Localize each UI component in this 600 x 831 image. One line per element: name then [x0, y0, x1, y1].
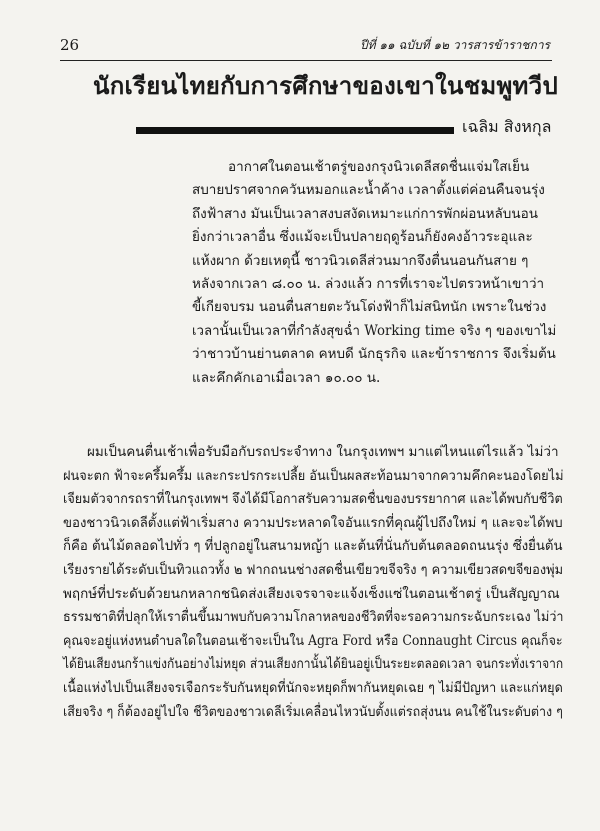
body-line: พฤกษ์ที่ประดับด้วยนกหลากชนิดส่งเสียงเจรจาจะแจ้งเซ็งแซ่ในตอนเช้าตรู่ เป็นสัญญาณ	[63, 585, 560, 602]
epigraph-line: อากาศในตอนเช้าตรู่ของกรุงนิวเดลีสดชื่นแจ่มใสเย็น	[228, 159, 530, 175]
epigraph-line: ยิ่งกว่าเวลาอื่น ซึ่งแม้จะเป็นปลายฤดูร้อนก็ยังคงอ้าวระอุและ	[192, 229, 533, 246]
page-number: 26	[60, 36, 80, 54]
body-line: ได้ยินเสียงนกร้าแข่งกันอย่างไม่หยุด ส่วนเสียงกานั้นได้ยินอยู่เป็นระยะตลอดเวลา จนกระทั่งเราจาก	[63, 656, 564, 673]
epigraph-line: แห้งผาก ด้วยเหตุนี้ ชาวนิวเดลีส่วนมากจึงตื่นนอนกันสาย ๆ	[192, 252, 529, 269]
article-title: นักเรียนไทยกับการศึกษาของเขาในชมพูทวีป	[93, 71, 558, 100]
byline-rule	[136, 127, 454, 134]
epigraph-line: ขี้เกียจบรม นอนตื่นสายตะวันโด่งฟ้าก็ไม่สนิทนัก เพราะในช่วง	[192, 299, 547, 316]
body-line: ของชาวนิวเดลีตั้งแต่ฟ้าเริ่มสาง ความประหลาดใจอันแรกที่คุณผู้ไปถึงใหม่ ๆ และจะได้พบ	[63, 514, 563, 531]
body-line: เรียงรายได้ระดับเป็นทิวแถวทั้ง ๒ ฟากถนนช่างสดชื่นเขียวขจีจริง ๆ ความเขียวสดขจีของพุ่ม	[63, 561, 564, 578]
body-line: ผมเป็นคนตื่นเช้าเพื่อรับมือกับรถประจำทาง ในกรุงเทพฯ มาแต่ไหนแต่ไรแล้ว ไม่ว่า	[87, 444, 559, 460]
epigraph-line: เวลานั้นเป็นเวลาที่กำลังสุขฉ่ำ Working time จริง ๆ ของเขาไม่	[192, 322, 557, 339]
article-body	[63, 441, 563, 724]
epigraph-line: ว่าชาวบ้านย่านตลาด คหบดี นักธุรกิจ และข้าราชการ จึงเริ่มต้น	[192, 346, 556, 363]
header-divider	[60, 60, 552, 61]
epigraph-line: หลังจากเวลา ๘.๐๐ น. ล่วงแล้ว การที่เราจะไปตรวหน้าเขาว่า	[192, 276, 545, 293]
epigraph-line: และคึกคักเอาเมื่อเวลา ๑๐.๐๐ น.	[192, 369, 381, 386]
body-line: เนื้อแห่งไปเป็นเสียงจรเจือกระรับกันหยุดที่นักจะหยุดก็พากันหยุดเฉย ๆ ไม่มีปัญหา และแก่หยุด	[63, 679, 563, 696]
author-name: เฉลิม สิงหกุล	[462, 117, 552, 136]
running-header: ปีที่ ๑๑ ฉบับที่ ๑๒ วารสารข้าราชการ	[359, 38, 550, 52]
epigraph-line: สบายปราศจากควันหมอกและน้ำค้าง เวลาตั้งแต่ค่อนคืนจนรุ่ง	[192, 182, 545, 199]
body-line: ธรรมชาติที่ปลุกให้เราตื่นขึ้นมาพบกับความโกลาหลของชีวิตที่จะรอความกระฉับกระเฉง ไม่ว่า	[63, 609, 564, 626]
body-line: ฝนจะตก ฟ้าจะครึ้มครึ้ม และกระปรกระเปลี้ย อันเป็นผลสะท้อนมาจากความคึกคะนองโดยไม่	[63, 467, 564, 484]
epigraph	[192, 156, 556, 390]
epigraph-line: ถึงฟ้าสาง มันเป็นเวลาสงบสงัดเหมาะแก่การพักผ่อนหลับนอน	[192, 205, 538, 222]
body-line: เสียจริง ๆ ก็ต้องอยู่ไปใจ ชีวิตของชาวเดลีเริ่มเคลื่อนไหวนับตั้งแต่รถสุ่งนน คนใช้ในระดับต่าง ๆ	[63, 703, 563, 720]
body-line: ก็คือ ต้นไม้ตลอดไปทั่ว ๆ ที่ปลูกอยู่ในสนามหญ้า และต้นที่นั่นกับต้นตลอดถนนรุ่ง ซึ่งยื่นต้น	[63, 538, 563, 555]
body-line: เจียมตัวจากรถราที่ในกรุงเทพฯ จึงได้มีโอกาสรับความสดชื่นของบรรยากาศ และได้พบกับชีวิต	[63, 491, 563, 508]
page-header	[60, 36, 550, 58]
body-line: คุณจะอยู่แห่งหนตำบลใดในตอนเช้าจะเป็นใน Agra Ford หรือ Connaught Circus คุณก็จะ	[63, 632, 563, 649]
